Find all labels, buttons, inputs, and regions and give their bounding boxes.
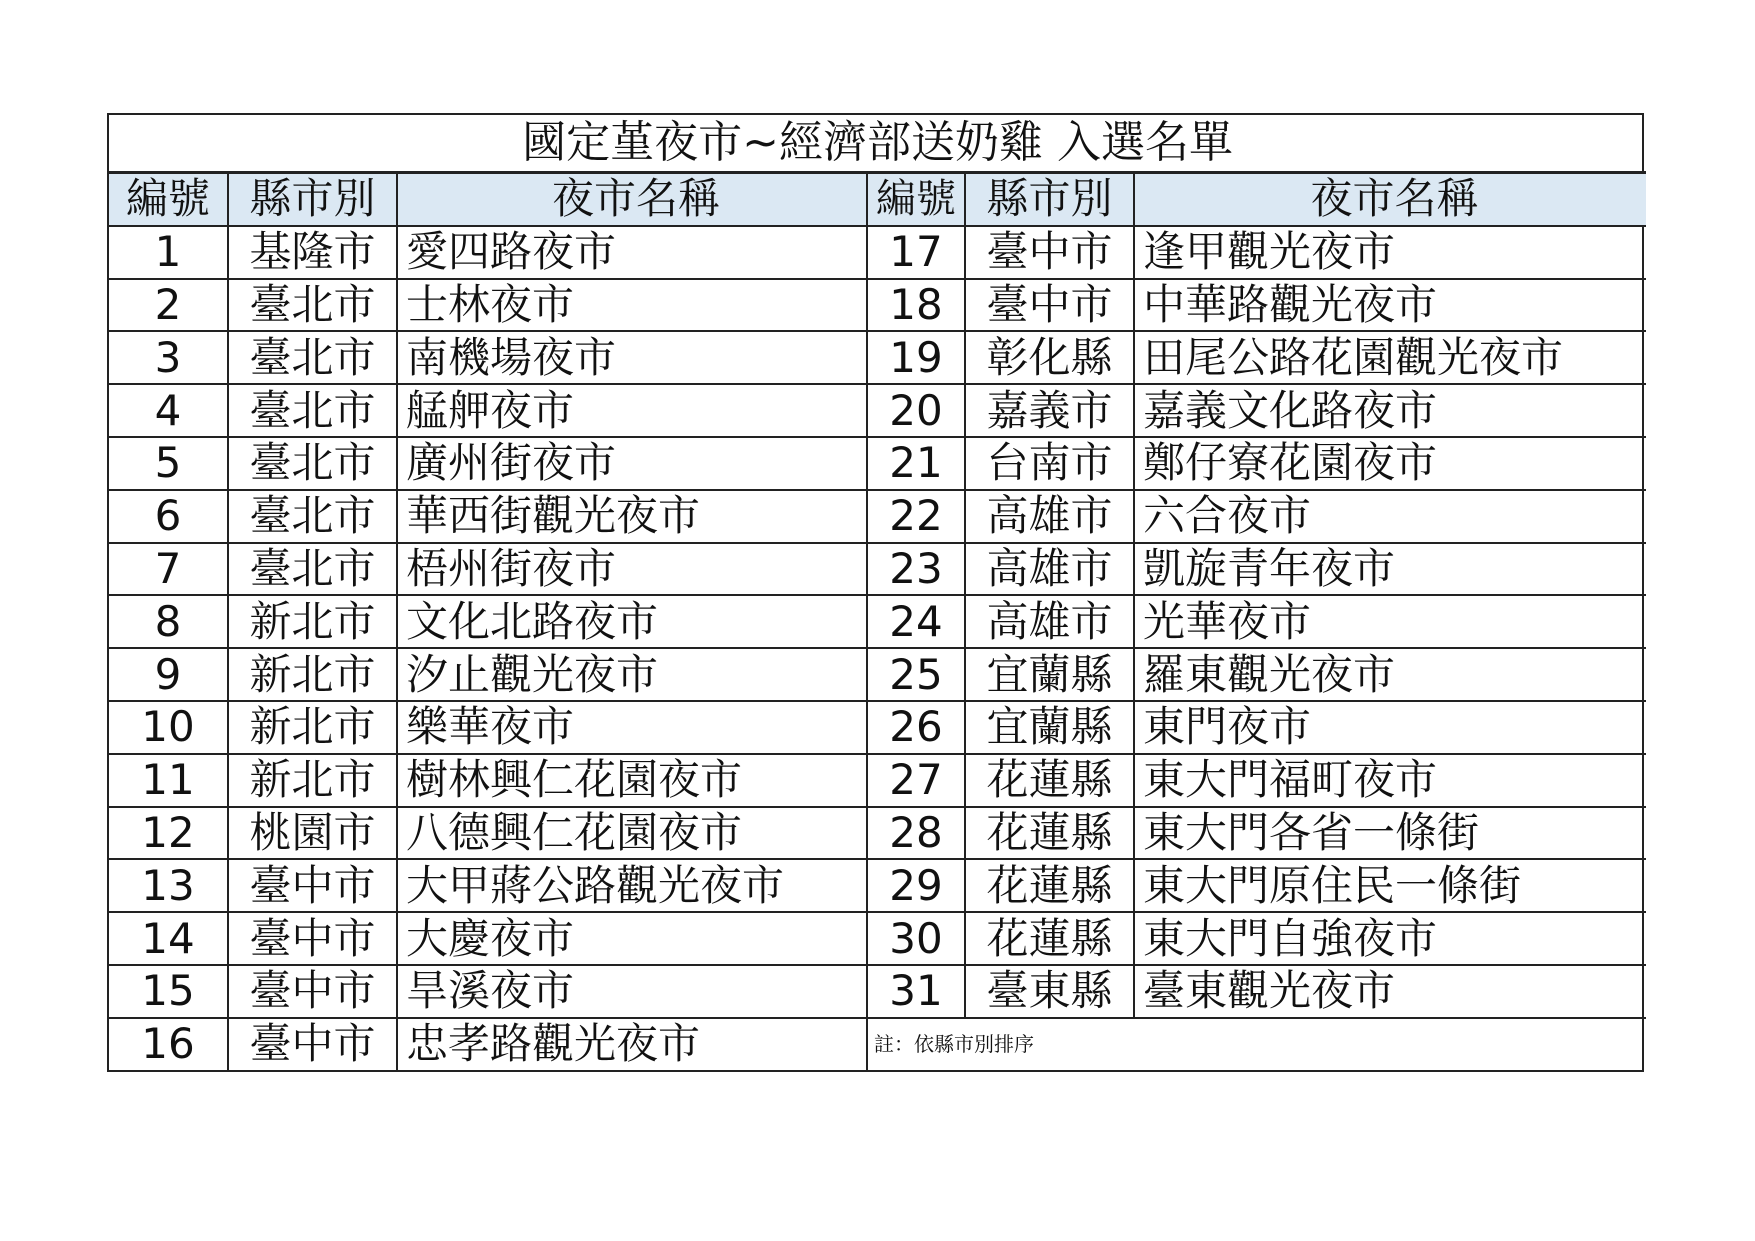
row-county: 臺北市 (228, 331, 397, 384)
row-num: 23 (867, 543, 965, 596)
row-market-name: 臺東觀光夜市 (1134, 965, 1646, 1018)
row-num: 19 (867, 331, 965, 384)
row-county: 桃園市 (228, 807, 397, 860)
note-text: 註：依縣市別排序 (867, 1018, 1646, 1070)
header-row (109, 173, 1646, 226)
row-market-name: 八德興仁花園夜市 (397, 807, 867, 860)
row-county: 臺北市 (228, 279, 397, 332)
row-num: 4 (109, 384, 228, 437)
row-market-name: 六合夜市 (1134, 490, 1646, 543)
table-row (109, 543, 1646, 596)
table-row (109, 384, 1646, 437)
row-county: 花蓮縣 (965, 912, 1134, 965)
row-county: 臺中市 (228, 859, 397, 912)
row-county: 高雄市 (965, 595, 1134, 648)
header-num-left: 編號 (109, 173, 228, 226)
row-num: 27 (867, 754, 965, 807)
row-county: 宜蘭縣 (965, 701, 1134, 754)
row-county: 宜蘭縣 (965, 648, 1134, 701)
table-row (109, 754, 1646, 807)
row-county: 臺中市 (228, 1018, 397, 1070)
row-market-name: 嘉義文化路夜市 (1134, 384, 1646, 437)
row-market-name: 東大門自強夜市 (1134, 912, 1646, 965)
header-num-right: 編號 (867, 173, 965, 226)
row-num: 6 (109, 490, 228, 543)
row-county: 新北市 (228, 754, 397, 807)
row-county: 臺中市 (228, 912, 397, 965)
row-num: 1 (109, 226, 228, 279)
table-row (109, 490, 1646, 543)
row-market-name: 東大門福町夜市 (1134, 754, 1646, 807)
night-market-list-sheet (107, 113, 1644, 1072)
row-county: 新北市 (228, 701, 397, 754)
row-num: 16 (109, 1018, 228, 1070)
row-market-name: 東門夜市 (1134, 701, 1646, 754)
table-row (109, 279, 1646, 332)
table-row (109, 595, 1646, 648)
row-market-name: 逢甲觀光夜市 (1134, 226, 1646, 279)
row-num: 2 (109, 279, 228, 332)
row-county: 花蓮縣 (965, 859, 1134, 912)
table-row (109, 701, 1646, 754)
row-county: 嘉義市 (965, 384, 1134, 437)
row-num: 21 (867, 437, 965, 490)
row-county: 高雄市 (965, 490, 1134, 543)
row-market-name: 凱旋青年夜市 (1134, 543, 1646, 596)
row-market-name: 汐止觀光夜市 (397, 648, 867, 701)
table-row (109, 331, 1646, 384)
row-num: 30 (867, 912, 965, 965)
row-market-name: 羅東觀光夜市 (1134, 648, 1646, 701)
row-num: 14 (109, 912, 228, 965)
row-county: 臺中市 (965, 279, 1134, 332)
row-market-name: 田尾公路花園觀光夜市 (1134, 331, 1646, 384)
row-market-name: 梧州街夜市 (397, 543, 867, 596)
row-county: 臺北市 (228, 384, 397, 437)
row-market-name: 大慶夜市 (397, 912, 867, 965)
row-market-name: 中華路觀光夜市 (1134, 279, 1646, 332)
table-row (109, 965, 1646, 1018)
row-county: 臺中市 (965, 226, 1134, 279)
row-market-name: 樂華夜市 (397, 701, 867, 754)
row-county: 臺北市 (228, 437, 397, 490)
row-market-name: 東大門原住民一條街 (1134, 859, 1646, 912)
page-title: 國定堇夜市~經濟部送奶雞 入選名單 (109, 115, 1646, 173)
header-county-left: 縣市別 (228, 173, 397, 226)
table-row (109, 1018, 1646, 1070)
row-num: 25 (867, 648, 965, 701)
row-market-name: 華西街觀光夜市 (397, 490, 867, 543)
row-county: 臺北市 (228, 543, 397, 596)
row-num: 28 (867, 807, 965, 860)
row-num: 13 (109, 859, 228, 912)
header-name-left: 夜市名稱 (397, 173, 867, 226)
row-county: 新北市 (228, 648, 397, 701)
row-county: 臺中市 (228, 965, 397, 1018)
table-row (109, 912, 1646, 965)
row-num: 18 (867, 279, 965, 332)
row-num: 29 (867, 859, 965, 912)
table-row (109, 807, 1646, 860)
row-market-name: 大甲蔣公路觀光夜市 (397, 859, 867, 912)
row-county: 花蓮縣 (965, 807, 1134, 860)
row-market-name: 文化北路夜市 (397, 595, 867, 648)
row-market-name: 光華夜市 (1134, 595, 1646, 648)
row-num: 8 (109, 595, 228, 648)
row-num: 10 (109, 701, 228, 754)
row-market-name: 廣州街夜市 (397, 437, 867, 490)
row-market-name: 忠孝路觀光夜市 (397, 1018, 867, 1070)
row-market-name: 東大門各省一條街 (1134, 807, 1646, 860)
row-num: 7 (109, 543, 228, 596)
header-county-right: 縣市別 (965, 173, 1134, 226)
table-row (109, 226, 1646, 279)
table-body (109, 226, 1646, 1070)
row-market-name: 旱溪夜市 (397, 965, 867, 1018)
row-county: 台南市 (965, 437, 1134, 490)
row-market-name: 樹林興仁花園夜市 (397, 754, 867, 807)
row-county: 基隆市 (228, 226, 397, 279)
row-num: 22 (867, 490, 965, 543)
row-num: 20 (867, 384, 965, 437)
row-county: 臺東縣 (965, 965, 1134, 1018)
row-num: 15 (109, 965, 228, 1018)
row-num: 9 (109, 648, 228, 701)
row-county: 花蓮縣 (965, 754, 1134, 807)
row-county: 新北市 (228, 595, 397, 648)
row-county: 臺北市 (228, 490, 397, 543)
row-num: 3 (109, 331, 228, 384)
row-num: 26 (867, 701, 965, 754)
row-market-name: 南機場夜市 (397, 331, 867, 384)
row-market-name: 鄭仔寮花園夜市 (1134, 437, 1646, 490)
night-market-table (109, 115, 1646, 1070)
row-county: 高雄市 (965, 543, 1134, 596)
table-row (109, 437, 1646, 490)
header-name-right: 夜市名稱 (1134, 173, 1646, 226)
table-row (109, 859, 1646, 912)
row-num: 24 (867, 595, 965, 648)
row-county: 彰化縣 (965, 331, 1134, 384)
row-market-name: 艋舺夜市 (397, 384, 867, 437)
row-num: 17 (867, 226, 965, 279)
table-row (109, 648, 1646, 701)
row-num: 11 (109, 754, 228, 807)
row-num: 5 (109, 437, 228, 490)
row-market-name: 士林夜市 (397, 279, 867, 332)
row-num: 31 (867, 965, 965, 1018)
row-num: 12 (109, 807, 228, 860)
row-market-name: 愛四路夜市 (397, 226, 867, 279)
